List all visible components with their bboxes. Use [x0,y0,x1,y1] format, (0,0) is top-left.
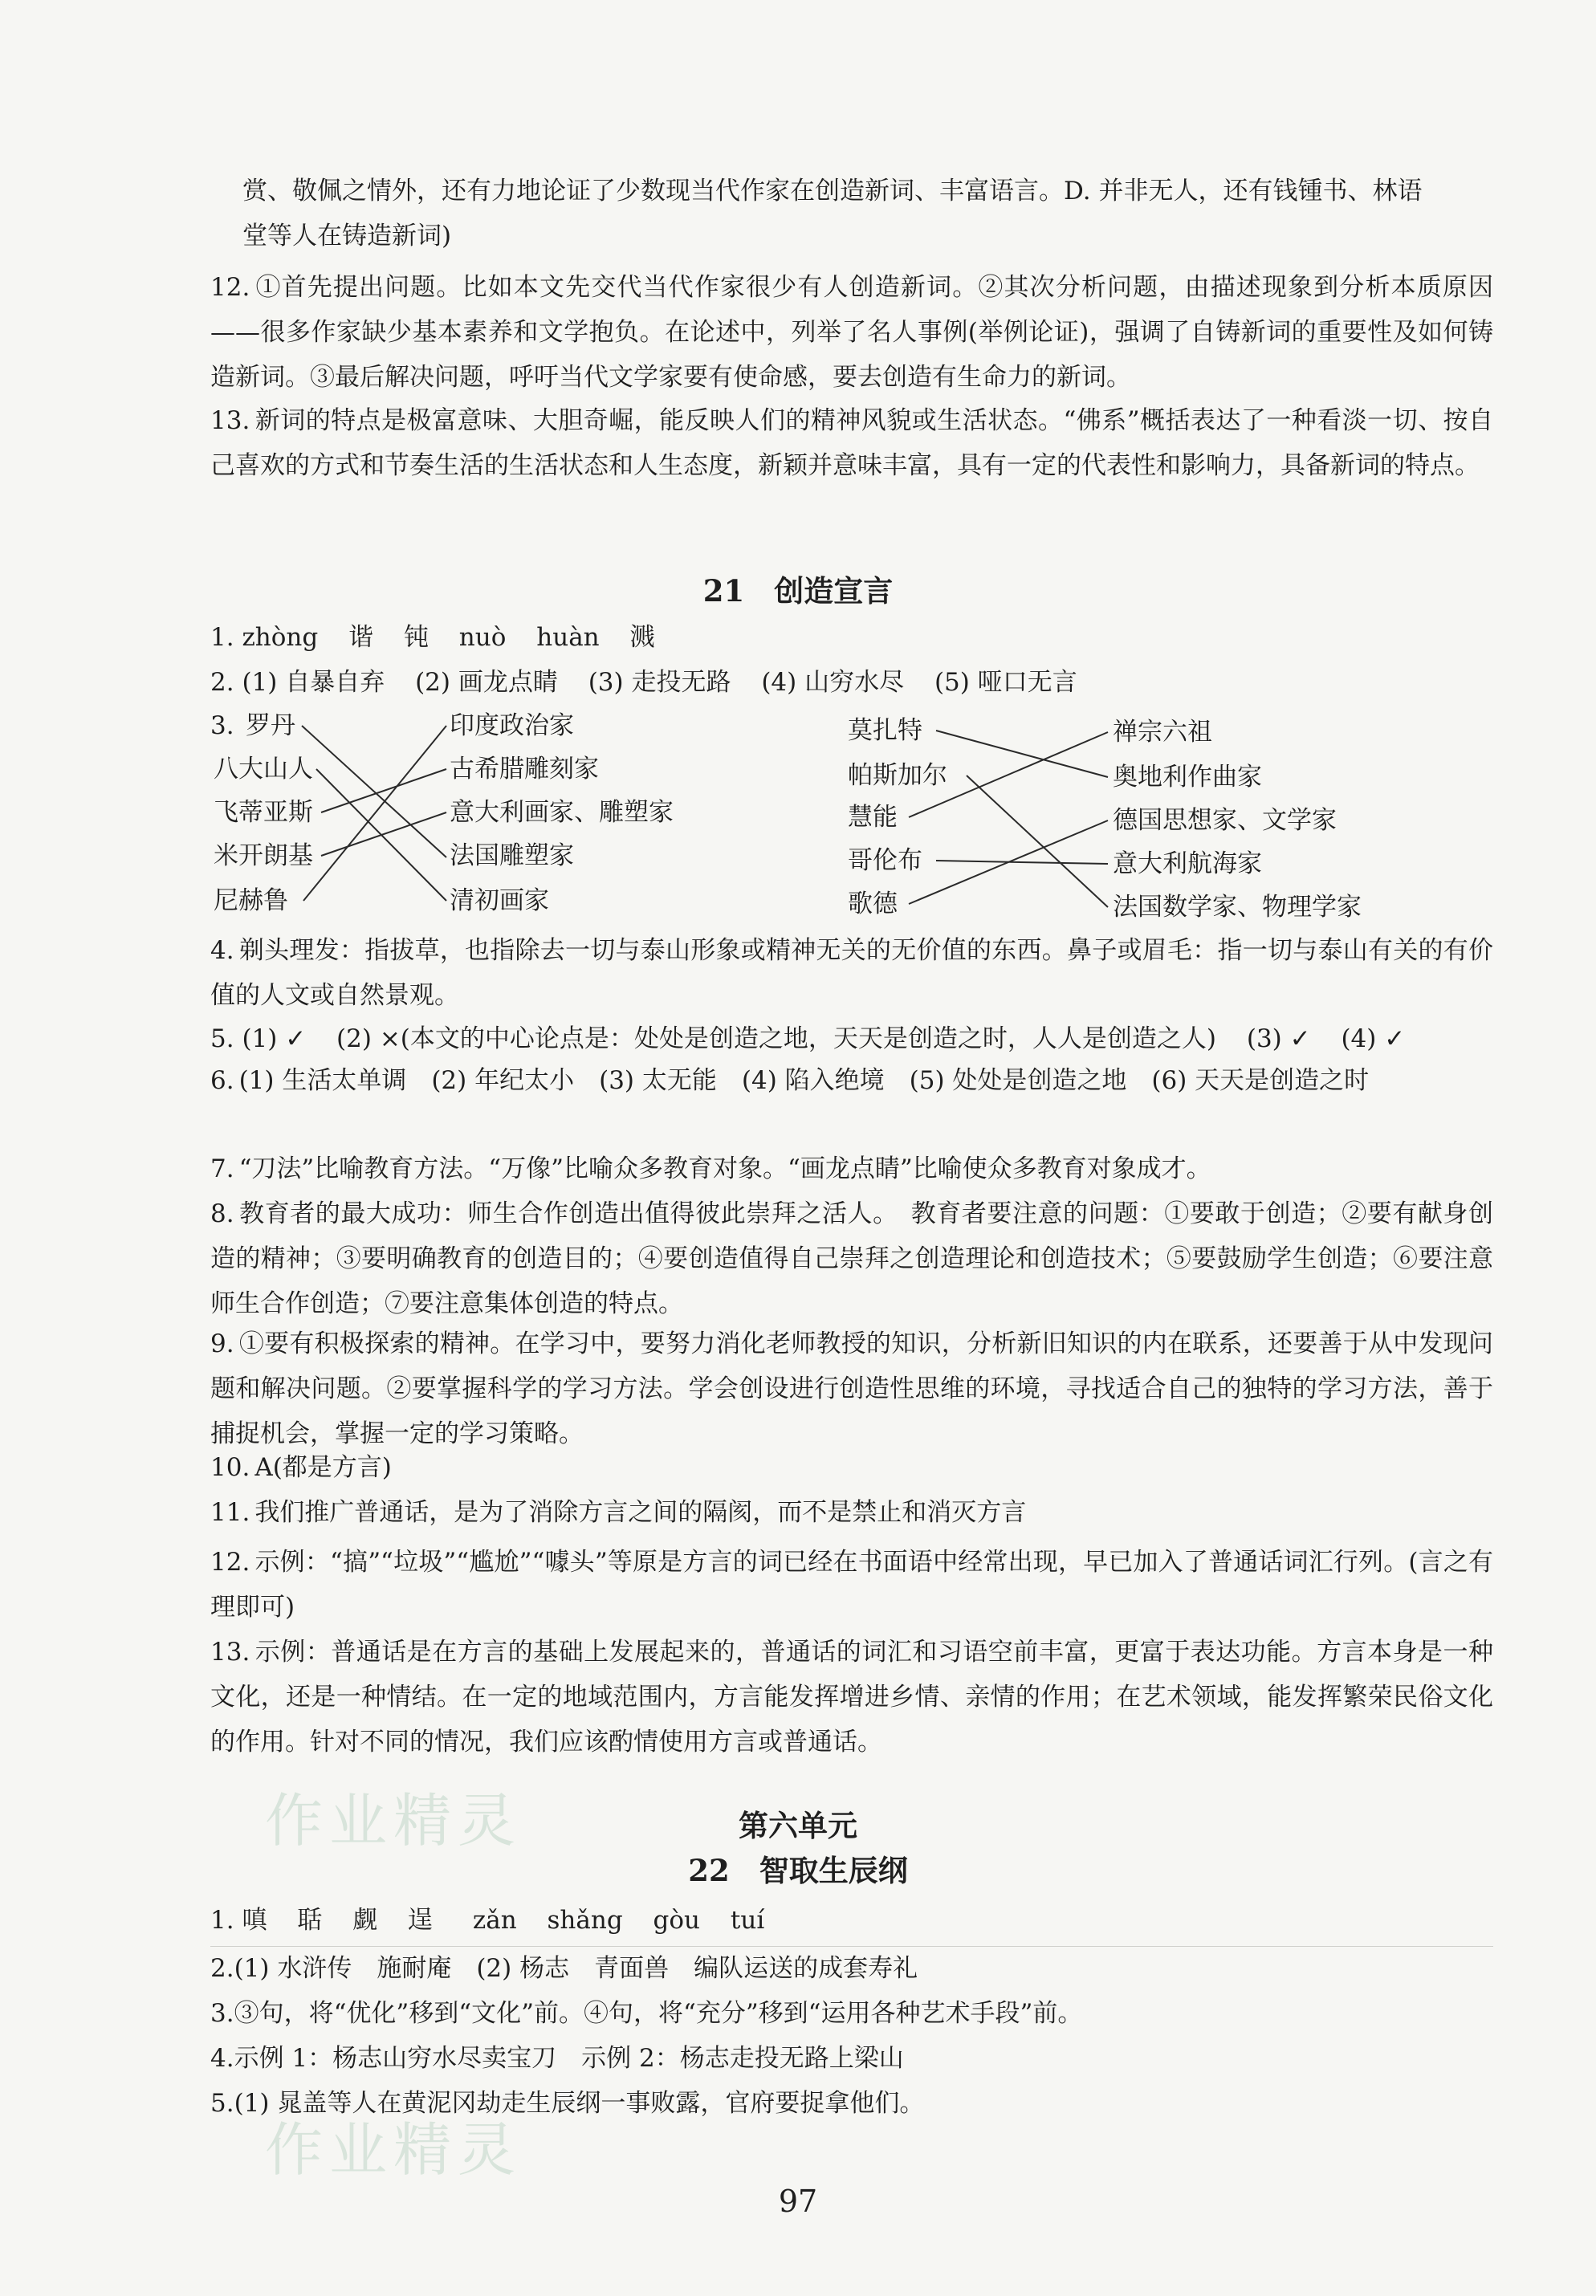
match-left-name-2: 八大山人 [214,755,313,784]
answer-text: 新词的特点是极富意味、大胆奇崛，能反映人们的精神风貌或生活状态。“佛系”概括表达了一种看淡一切、按自己喜欢的方式和节奏生活的生活状态和人生态度，新颖并意味丰富，具有一定的代表性和影响力，具备新词的特点。 [210,406,1493,480]
continuation-line-2: 堂等人在铸造新词) [242,222,452,250]
match-right-name-5: 歌德 [848,889,898,918]
match-line-pascal [967,776,1108,907]
match-right-role-4: 意大利航海家 [1113,849,1262,878]
match-left-name-1: 罗丹 [246,711,295,740]
match-right-role-1: 禅宗六祖 [1113,718,1212,747]
answer-22-4: 4.示例 1：杨志山穷水尽卖宝刀 示例 2：杨志走投无路上梁山 [210,2044,904,2073]
match-left-role-4: 法国雕塑家 [450,841,574,870]
match-line-goethe [909,820,1108,904]
answer-22-3: 3.③句，将“优化”移到“文化”前。④句，将“充分”移到“运用各种艺术手段”前。 [210,1999,1083,2028]
answer-21-12: 12. 示例：“搞”“垃圾”“尴尬”“噱头”等原是方言的词已经在书面语中经常出现，早已加入了普通话词汇行列。(言之有理即可) [210,1548,1493,1622]
match-line-nehru [303,726,446,901]
answer-21-2: 2. (1) 自暴自弃 (2) 画龙点睛 (3) 走投无路 (4) 山穷水尽 (5) 哑口无言 [210,668,1077,697]
answer-21-5: 5. (1) ✓ (2) ×(本文的中心论点是：处处是创造之地，天天是创造之时，人人是创造之人) (3) ✓ (4) ✓ [210,1024,1406,1053]
answer-22-1: 1. 嗔 聒 觑 逞 zǎn shǎng gòu tuí [210,1906,765,1935]
answer-21-1: 1. zhòng 谐 钝 nuò huàn 溅 [210,623,655,652]
answer-number: 13. [210,406,250,435]
answer-21-7: 7. “刀法”比喻教育方法。“万像”比喻众多教育对象。“画龙点睛”比喻使众多教育对象成才。 [210,1154,1211,1183]
match-right-role-3: 德国思想家、文学家 [1113,806,1337,835]
match-right-name-4: 哥伦布 [848,846,922,875]
match-line-michelangelo [321,812,446,856]
match-left-name-5: 尼赫鲁 [214,886,288,915]
answer-21-3-number: 3. [210,711,234,740]
match-left-role-5: 清初画家 [450,886,549,915]
answer-text: ①首先提出问题。比如本文先交代当代作家很少有人创造新词。②其次分析问题，由描述现象到分析本质原因——很多作家缺少基本素养和文学抱负。在论述中，列举了名人事例(举例论证)，强调了自铸新词的重要性及如何铸造新词。③最后解决问题，呼吁当代文学家要有使命感，要去创造有生命力的新词。 [210,273,1493,392]
watermark-lower: 作业精灵 [265,2116,523,2184]
continuation-line-1: 赏、敬佩之情外，还有力地论证了少数现当代作家在创造新词、丰富语言。D. 并非无人，还有钱锺书、林语 [242,177,1423,206]
match-line-huineng [909,732,1108,817]
match-line-mozart [936,731,1108,777]
answer-22-2: 2.(1) 水浒传 施耐庵 (2) 杨志 青面兽 编队运送的成套寿礼 [210,1954,918,1983]
answer-21-4: 4. 剃头理发：指拔草，也指除去一切与泰山形象或精神无关的无价值的东西。鼻子或眉毛：指一切与泰山有关的有价值的人文或自然景观。 [210,936,1493,1010]
section-title-21: 21 创造宣言 [702,573,894,609]
answer-21-8: 8. 教育者的最大成功：师生合作创造出值得彼此崇拜之活人。 教育者要注意的问题：①要敢于创造；②要有献身创造的精神；③要明确教育的创造目的；④要创造值得自己崇拜之创造理论和创造技术；⑤要鼓励学生创造；⑥要注意师生合作创造；⑦要注意集体创造的特点。 [210,1199,1493,1318]
answer-21-11: 11. 我们推广普通话，是为了消除方言之间的隔阂，而不是禁止和消灭方言 [210,1498,1027,1527]
match-line-phidias [321,769,446,812]
match-right-role-5: 法国数学家、物理学家 [1113,893,1362,922]
match-right-name-3: 慧能 [848,803,898,832]
match-line-columbus [936,861,1108,864]
match-left-name-4: 米开朗基 [214,841,313,870]
answer-21-13: 13. 示例：普通话是在方言的基础上发展起来的，普通话的词汇和习语空前丰富，更富于表达功能。方言本身是一种文化，还是一种情结。在一定的地域范围内，方言能发挥增进乡情、亲情的作用；在艺术领域，能发挥繁荣民俗文化的作用。针对不同的情况，我们应该酌情使用方言或普通话。 [210,1638,1493,1757]
match-right-role-2: 奥地利作曲家 [1113,763,1262,792]
answer-21-9: 9. ①要有积极探索的精神。在学习中，要努力消化老师教授的知识，分析新旧知识的内在联系，还要善于从中发现问题和解决问题。②要掌握科学的学习方法。学会创设进行创造性思维的环境，寻找适合自己的独特的学习方法，善于捕捉机会，掌握一定的学习策略。 [210,1329,1493,1448]
match-left-role-3: 意大利画家、雕塑家 [450,798,674,827]
page-number: 97 [778,2184,818,2219]
match-right-name-2: 帕斯加尔 [848,761,947,790]
match-left-name-3: 飞蒂亚斯 [214,798,313,827]
section-title-22: 22 智取生辰纲 [688,1853,908,1888]
match-right-name-1: 莫扎特 [848,716,922,745]
answer-21-6: 6. (1) 生活太单调 (2) 年纪太小 (3) 太无能 (4) 陷入绝境 (5) 处处是创造之地 (6) 天天是创造之时 [210,1066,1370,1095]
match-left-role-2: 古希腊雕刻家 [450,755,599,784]
watermark: 作业精灵 [265,1787,523,1854]
answer-22-5: 5.(1) 晁盖等人在黄泥冈劫走生辰纲一事败露，官府要捉拿他们。 [210,2089,925,2118]
answer-21-10: 10. A(都是方言) [210,1453,392,1482]
unit-title: 第六单元 [739,1808,857,1843]
match-left-role-1: 印度政治家 [450,711,574,740]
answer-number: 12. [210,273,250,302]
